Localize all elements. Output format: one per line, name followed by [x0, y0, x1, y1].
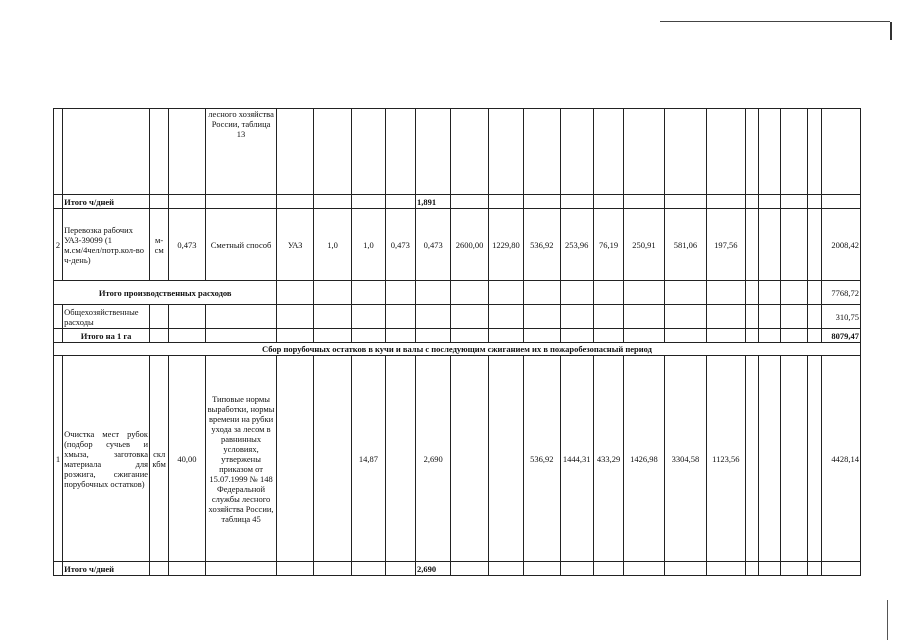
- estimate-table: [53, 108, 861, 576]
- norm-text: Типовые нормы выработки, нормы времени на рубки ухода за лесом в равнинных условиях, утвержены приказом от 15.07.1999 № 148 Федеральной службы лесного хозяйства России, таблица 45: [205, 356, 277, 562]
- scan-edge-line: [660, 21, 890, 22]
- amount-1: 1229,80: [488, 209, 523, 281]
- coef: 14,87: [352, 356, 385, 562]
- table-row: [54, 329, 861, 343]
- method: Сметный способ: [205, 209, 277, 281]
- itogo-days-label: Итого ч/дней: [63, 195, 150, 209]
- work-name: Очистка мест рубок (подбор сучьев и хмыза, заготовка материала для розжига, сжигание порубочных остатков): [63, 356, 150, 562]
- amount-3: 1444,31: [560, 356, 593, 562]
- amount-2: 536,92: [524, 356, 560, 562]
- value-2: 0,473: [415, 209, 450, 281]
- table-row: [54, 209, 861, 281]
- qty: 0,473: [169, 209, 205, 281]
- amount-7: 197,56: [707, 209, 745, 281]
- work-name: Перевозка рабочих УАЗ-39099 (1 м.см/4чел/потр.кол-во ч-день): [63, 209, 150, 281]
- table-row: [54, 343, 861, 356]
- rate: 2600,00: [451, 209, 488, 281]
- amount-7: 1123,56: [707, 356, 745, 562]
- itogo-days-label: Итого ч/дней: [63, 562, 150, 576]
- section-title: Сбор порубочных остатков в кучи и валы с последующим сжиганием их в пожаробезопасный период: [54, 343, 861, 356]
- itogo-ha-value: 8079,47: [822, 329, 861, 343]
- table-row: [54, 305, 861, 329]
- amount-3: 253,96: [560, 209, 593, 281]
- itogo-days-value: 1,891: [415, 195, 450, 209]
- table-row: [54, 562, 861, 576]
- amount-4: 433,29: [593, 356, 623, 562]
- vehicle: УАЗ: [277, 209, 313, 281]
- norm-text-cont: лесного хозяйства России, таблица 13: [205, 109, 277, 195]
- row-number: 2: [54, 209, 63, 281]
- row-total: 2008,42: [822, 209, 861, 281]
- qty: 40,00: [169, 356, 205, 562]
- amount-2: 536,92: [524, 209, 560, 281]
- value: 2,690: [415, 356, 450, 562]
- amount-4: 76,19: [593, 209, 623, 281]
- amount-6: 3304,58: [664, 356, 706, 562]
- value-1: 0,473: [385, 209, 415, 281]
- general-label: Общехозяйственные расходы: [63, 305, 150, 329]
- itogo-prod-label: Итого производственных расходов: [54, 281, 277, 305]
- amount-6: 581,06: [664, 209, 706, 281]
- row-total: 4428,14: [822, 356, 861, 562]
- coef-1: 1,0: [313, 209, 351, 281]
- itogo-prod-value: 7768,72: [822, 281, 861, 305]
- table-row: [54, 195, 861, 209]
- scan-edge-mark-bottom: [887, 600, 888, 640]
- amount-5: 250,91: [624, 209, 664, 281]
- general-value: 310,75: [822, 305, 861, 329]
- table-row: [54, 356, 861, 562]
- scan-edge-mark: [890, 22, 892, 40]
- itogo-days-value: 2,690: [415, 562, 450, 576]
- amount-5: 1426,98: [624, 356, 664, 562]
- itogo-ha-label: Итого на 1 га: [63, 329, 150, 343]
- unit: м-см: [150, 209, 169, 281]
- coef-2: 1,0: [352, 209, 385, 281]
- unit: скл кбм: [150, 356, 169, 562]
- table-row: [54, 281, 861, 305]
- table-row: [54, 109, 861, 195]
- row-number: 1: [54, 356, 63, 562]
